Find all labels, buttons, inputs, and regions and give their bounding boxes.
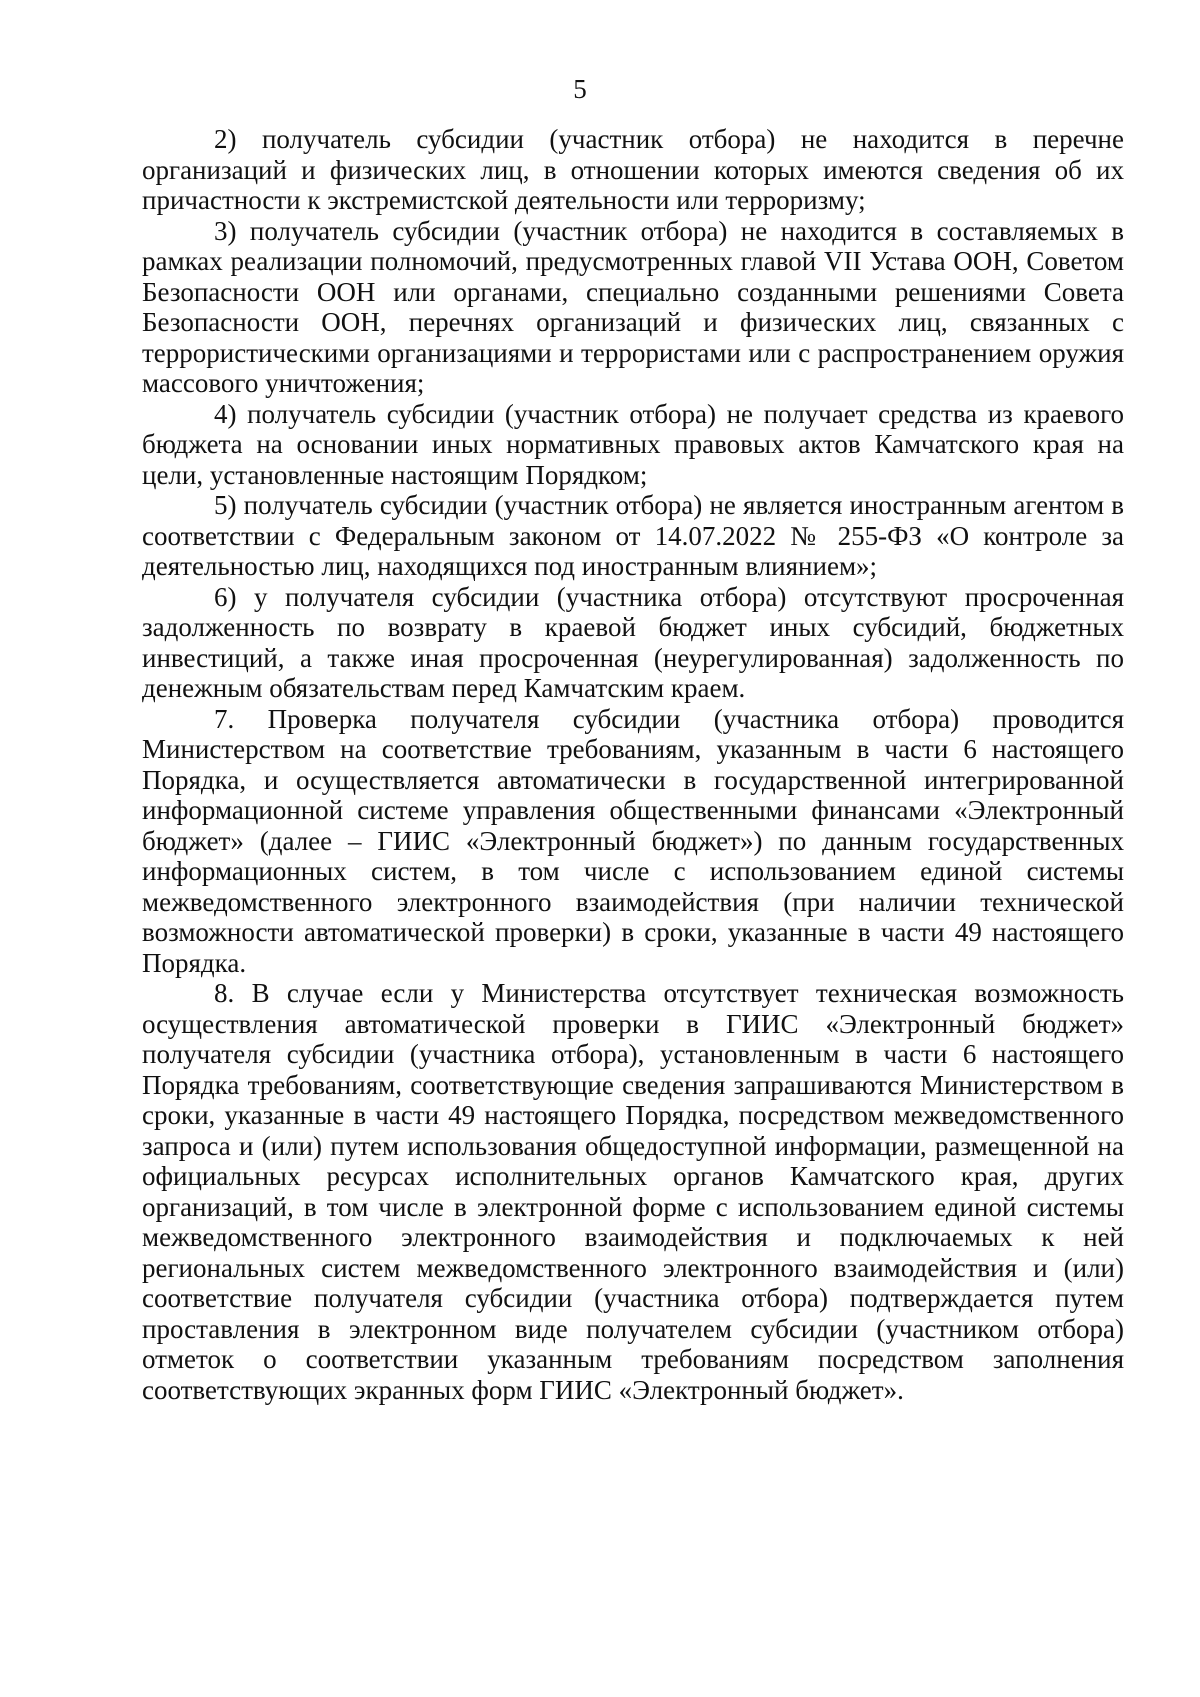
paragraph-section-8: 8. В случае если у Министерства отсутствует техническая возможность осуществления автоматической проверки в ГИИС «Электронный бюджет» получателя субсидии (участника отбора), установленным в части 6 настоящего Порядка требованиям, соответствующие сведения запрашиваются Министерством в сроки, указанные в части 49 настоящего Порядка, посредством межведомственного запроса и (или) путем использования общедоступной информации, размещенной на официальных ресурсах исполнительных органов Камчатского края, других организаций, в том числе в электронной форме с использованием единой системы межведомственного электронного взаимодействия и подключаемых к ней региональных систем межведомственного электронного взаимодействия и (или) соответствие получателя субсидии (участника отбора) подтверждается путем проставления в электронном виде получателем субсидии (участником отбора) отметок о соответствии указанным требованиям посредством заполнения соответствующих экранных форм ГИИС «Электронный бюджет».: [142, 978, 1124, 1405]
paragraph-section-7: 7. Проверка получателя субсидии (участника отбора) проводится Министерством на соответствие требованиям, указанным в части 6 настоящего Порядка, и осуществляется автоматически в государственной интегрированной информационной системе управления общественными финансами «Электронный бюджет» (далее – ГИИС «Электронный бюджет») по данным государственных информационных систем, в том числе с использованием единой системы межведомственного электронного взаимодействия (при наличии технической возможности автоматической проверки) в сроки, указанные в части 49 настоящего Порядка.: [142, 703, 1124, 978]
page-number: 5: [573, 74, 587, 104]
paragraph-item-5: 5) получатель субсидии (участник отбора) не является иностранным агентом в соответствии с Федеральным законом от 14.07.2022 № 255-ФЗ «О контроле за деятельностью лиц, находящихся под иностранным влиянием»;: [142, 490, 1124, 581]
paragraph-item-6: 6) у получателя субсидии (участника отбора) отсутствуют просроченная задолженность по возврату в краевой бюджет иных субсидий, бюджетных инвестиций, а также иная просроченная (неурегулированная) задолженность по денежным обязательствам перед Камчатским краем.: [142, 581, 1124, 703]
paragraph-item-2: 2) получатель субсидии (участник отбора) не находится в перечне организаций и физических лиц, в отношении которых имеются сведения об их причастности к экстремистской деятельности или терроризму;: [142, 124, 1124, 215]
paragraph-item-3: 3) получатель субсидии (участник отбора) не находится в составляемых в рамках реализации полномочий, предусмотренных главой VII Устава ООН, Советом Безопасности ООН или органами, специально созданными решениями Совета Безопасности ООН, перечнях организаций и физических лиц, связанных с террористическими организациями и террористами или с распространением оружия массового уничтожения;: [142, 215, 1124, 398]
document-body: [142, 124, 1124, 1405]
paragraph-item-4: 4) получатель субсидии (участник отбора) не получает средства из краевого бюджета на основании иных нормативных правовых актов Камчатского края на цели, установленные настоящим Порядком;: [142, 398, 1124, 490]
